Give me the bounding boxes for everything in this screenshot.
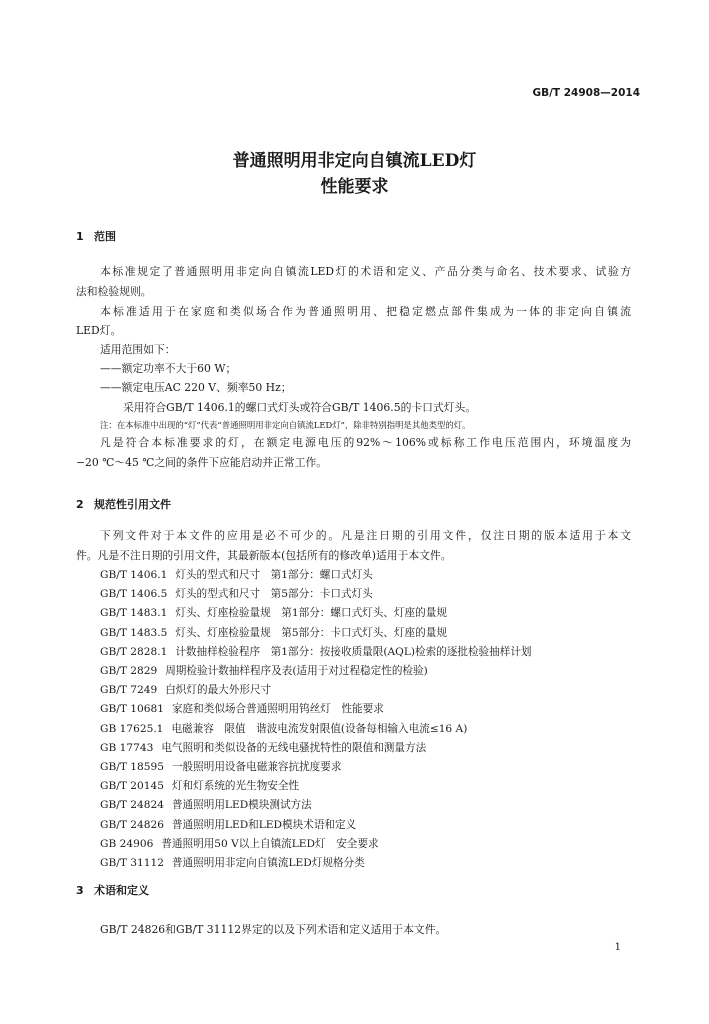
reference-item — [100, 722, 467, 736]
reference-code: GB 17625.1 — [100, 722, 164, 735]
section-1-paragraph-3-line-2: −20 ℃～45 ℃之间的条件下应能启动并正常工作。 — [76, 456, 328, 469]
reference-item — [100, 568, 373, 582]
reference-title: 灯头、灯座检验量规 第1部分：螺口式灯头、灯座的量规 — [175, 607, 447, 620]
scope-item: 采用符合GB/T 1406.1的螺口式灯头或符合GB/T 1406.5的卡口式灯头。 — [123, 401, 477, 414]
section-3-intro: GB/T 24826和GB/T 31112界定的以及下列术语和定义适用于本文件。 — [100, 923, 447, 936]
reference-code: GB/T 1483.5 — [100, 626, 168, 639]
reference-title: 灯和灯系统的光生物安全性 — [171, 780, 300, 793]
reference-code: GB 24906 — [100, 837, 154, 850]
reference-item — [100, 606, 447, 620]
section-1-paragraph-3-line-1: 凡是符合本标准要求的灯，在额定电源电压的92%～106%或标称工作电压范围内，环境温度为 — [100, 436, 631, 449]
section-number: 2 — [76, 498, 84, 511]
reference-item — [100, 626, 447, 640]
section-number: 1 — [76, 230, 84, 243]
section-title: 规范性引用文件 — [94, 498, 171, 511]
reference-item — [100, 645, 532, 659]
reference-title: 普通照明用非定向自镇流LED灯规格分类 — [171, 857, 365, 869]
reference-code: GB/T 7249 — [100, 684, 158, 697]
reference-title: 普通照明用50 V以上自镇流LED灯 安全要求 — [161, 837, 379, 850]
reference-item — [100, 587, 373, 601]
section-2-heading — [76, 496, 171, 512]
section-1-heading — [76, 228, 116, 244]
section-3-heading — [76, 882, 149, 898]
reference-code: GB/T 2829 — [100, 665, 158, 677]
section-1-paragraph-1-line-1: 本标准规定了普通照明用非定向自镇流LED灯的术语和定义、产品分类与命名、技术要求、试验方 — [100, 265, 631, 278]
reference-code: GB/T 20145 — [100, 780, 164, 793]
reference-title: 灯头的型式和尺寸 第5部分：卡口式灯头 — [175, 588, 373, 601]
reference-item — [100, 760, 341, 774]
reference-title: 周期检验计数抽样程序及表(适用于对过程稳定性的检验) — [165, 665, 428, 677]
reference-item — [100, 818, 356, 832]
section-1-paragraph-2-line-2: LED灯。 — [76, 324, 122, 337]
document-title: 普通照明用非定向自镇流LED灯 — [232, 151, 477, 171]
section-number: 3 — [76, 884, 84, 897]
reference-item — [100, 798, 312, 812]
section-2-intro-line-2: 件。凡是不注日期的引用文件，其最新版本(包括所有的修改单)适用于本文件。 — [76, 549, 452, 562]
section-1-paragraph-2-line-1: 本标准适用于在家庭和类似场合作为普通照明用、把稳定燃点部件集成为一体的非定向自镇流 — [100, 305, 631, 318]
reference-title: 一般照明用设备电磁兼容抗扰度要求 — [171, 761, 342, 773]
scope-item: ——额定功率不大于60 W； — [100, 362, 237, 375]
reference-item — [100, 683, 271, 697]
scope-intro: 适用范围如下： — [100, 343, 176, 356]
reference-item — [100, 741, 426, 755]
reference-code: GB/T 10681 — [100, 703, 164, 716]
reference-code: GB/T 1406.1 — [100, 569, 168, 581]
reference-code: GB/T 1483.1 — [100, 607, 168, 620]
section-1-note: 注：在本标准中出现的“灯”代表“普通照明用非定向自镇流LED灯”，除非特别指明是其他类型的灯。 — [100, 420, 471, 430]
reference-item — [100, 837, 379, 851]
section-title: 范围 — [94, 230, 116, 243]
reference-title: 灯头的型式和尺寸 第1部分：螺口式灯头 — [175, 569, 373, 581]
reference-item — [100, 702, 384, 716]
reference-title: 白炽灯的最大外形尺寸 — [165, 684, 272, 697]
document-subtitle: 性能要求 — [320, 177, 389, 197]
reference-code: GB/T 18595 — [100, 761, 164, 773]
scope-item: ——额定电压AC 220 V、频率50 Hz； — [100, 381, 292, 394]
reference-title: 家庭和类似场合普通照明用钨丝灯 性能要求 — [171, 703, 384, 716]
reference-title: 普通照明用LED模块测试方法 — [171, 799, 312, 812]
section-1-paragraph-1-line-2: 法和检验规则。 — [76, 285, 152, 298]
reference-title: 计数抽样检验程序 第1部分：按接收质量限(AQL)检索的逐批检验抽样计划 — [175, 645, 532, 658]
reference-title: 电气照明和类似设备的无线电骚扰特性的限值和测量方法 — [161, 741, 427, 754]
reference-title: 灯头、灯座检验量规 第5部分：卡口式灯头、灯座的量规 — [175, 626, 447, 639]
reference-item — [100, 856, 365, 870]
section-2-intro-line-1: 下列文件对于本文件的应用是必不可少的。凡是注日期的引用文件，仅注日期的版本适用于本文 — [100, 529, 631, 542]
reference-title: 电磁兼容 限值 谐波电流发射限值(设备每相输入电流≤16 A) — [171, 722, 468, 735]
reference-title: 普通照明用LED和LED模块术语和定义 — [171, 818, 357, 831]
reference-item — [100, 779, 299, 793]
reference-code: GB/T 24826 — [100, 818, 164, 831]
section-title: 术语和定义 — [94, 884, 149, 897]
reference-code: GB/T 1406.5 — [100, 588, 168, 601]
reference-item — [100, 664, 428, 678]
reference-code: GB 17743 — [100, 741, 154, 754]
reference-code: GB/T 2828.1 — [100, 645, 168, 658]
reference-code: GB/T 31112 — [100, 857, 164, 869]
page-number: 1 — [614, 942, 621, 953]
standard-code: GB/T 24908—2014 — [532, 87, 640, 99]
reference-code: GB/T 24824 — [100, 799, 164, 812]
